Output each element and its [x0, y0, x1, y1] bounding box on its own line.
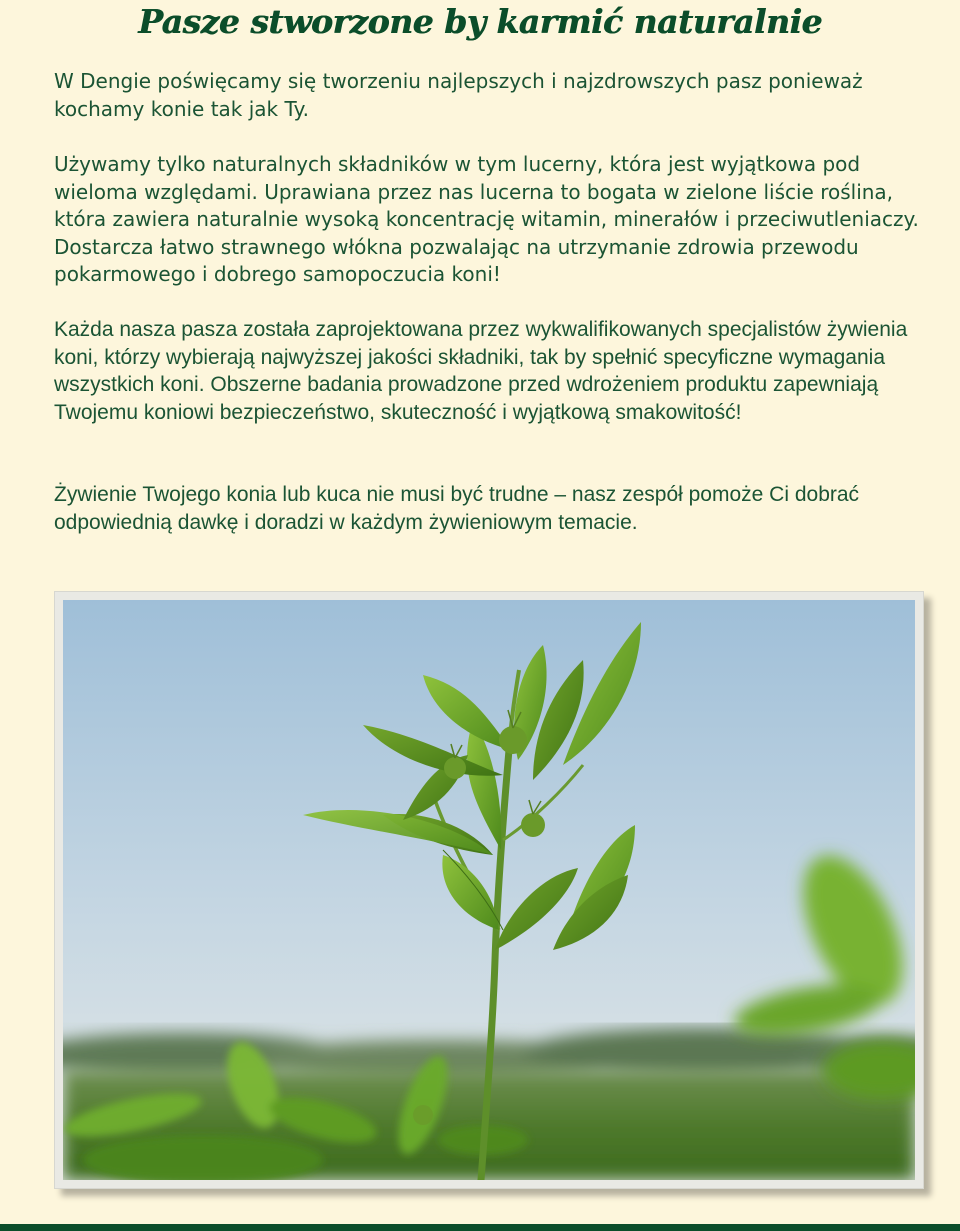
intro-paragraph: W Dengie poświęcamy się tworzeniu najlepszych i najzdrowszych pasz ponieważ kochamy konie tak jak Ty. — [54, 69, 863, 121]
bottom-accent-bar — [0, 1224, 960, 1231]
specialists-paragraph: Każda nasza pasza została zaprojektowana przez wykwalifikowanych specjalistów żywienia koni, którzy wybierają najwyższej jakości składniki, tak by spełnić specyficzne wymagania wszystkich koni. Obszerne badania prowadzone przed wdrożeniem produktu zapewniają Twojemu koniowi bezpieczeństwo, skuteczność i wyjątkową smakowitość! — [54, 318, 908, 424]
ingredients-paragraph: Używamy tylko naturalnych składników w tym lucerny, która jest wyjątkowa pod wieloma względami. Uprawiana przez nas lucerna to bogata w zielone liście roślina, która zawiera naturalnie wysoką koncentrację witamin, minerałów i przeciwutleniaczy. Dostarcza łatwo strawnego włókna pozwalając na utrzymanie zdrowia przewodu pokarmowego i dobrego samopoczucia koni! — [54, 152, 919, 286]
photo-frame — [54, 591, 924, 1189]
page-title: Pasze stworzone by karmić naturalnie — [138, 2, 822, 41]
alfalfa-plant-illustration — [63, 600, 915, 1180]
support-paragraph: Żywienie Twojego konia lub kuca nie musi być trudne – nasz zespół pomoże Ci dobrać odpowiednią dawkę i doradzi w każdym żywieniowym temacie. — [54, 483, 860, 534]
alfalfa-photo — [63, 600, 915, 1180]
